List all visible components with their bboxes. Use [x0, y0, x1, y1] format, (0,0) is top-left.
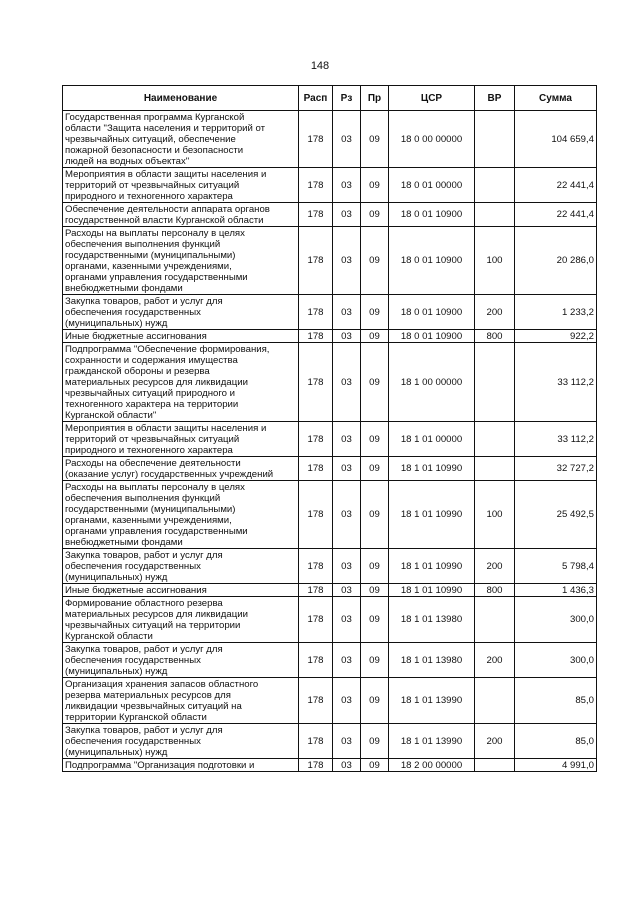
cell-vr: 200 — [475, 295, 515, 330]
cell-csr: 18 0 01 10900 — [389, 203, 475, 227]
cell-name: Расходы на выплаты персоналу в целях обеспечения выполнения функций государственными (муниципальными) органами, казенными учреждениями, органами управления государственными внебюджетными фондами — [63, 481, 299, 549]
cell-vr: 800 — [475, 330, 515, 343]
cell-name: Организация хранения запасов областного резерва материальных ресурсов для ликвидации чрезвычайных ситуаций на территории Курганской области — [63, 678, 299, 724]
cell-rasp: 178 — [299, 678, 333, 724]
cell-vr: 200 — [475, 549, 515, 584]
budget-table — [62, 85, 597, 772]
cell-csr: 18 2 00 00000 — [389, 759, 475, 772]
cell-name: Мероприятия в области защиты населения и территорий от чрезвычайных ситуаций природного и техногенного характера — [63, 422, 299, 457]
cell-rasp: 178 — [299, 227, 333, 295]
cell-pr: 09 — [361, 678, 389, 724]
cell-pr: 09 — [361, 481, 389, 549]
table-row — [63, 549, 597, 584]
cell-rasp: 178 — [299, 549, 333, 584]
cell-pr: 09 — [361, 343, 389, 422]
cell-rasp: 178 — [299, 422, 333, 457]
cell-sum: 922,2 — [515, 330, 597, 343]
cell-rasp: 178 — [299, 457, 333, 481]
cell-rasp: 178 — [299, 111, 333, 168]
cell-sum: 5 798,4 — [515, 549, 597, 584]
cell-sum: 4 991,0 — [515, 759, 597, 772]
cell-pr: 09 — [361, 643, 389, 678]
cell-pr: 09 — [361, 227, 389, 295]
cell-rz: 03 — [333, 584, 361, 597]
cell-vr: 200 — [475, 724, 515, 759]
cell-rz: 03 — [333, 549, 361, 584]
table-row — [63, 227, 597, 295]
cell-csr: 18 0 01 10900 — [389, 227, 475, 295]
cell-pr: 09 — [361, 111, 389, 168]
table-row — [63, 678, 597, 724]
table-row — [63, 330, 597, 343]
cell-vr: 100 — [475, 481, 515, 549]
cell-csr: 18 0 01 10900 — [389, 295, 475, 330]
table-row — [63, 457, 597, 481]
cell-sum: 33 112,2 — [515, 343, 597, 422]
cell-vr — [475, 678, 515, 724]
cell-vr — [475, 203, 515, 227]
cell-sum: 104 659,4 — [515, 111, 597, 168]
cell-pr: 09 — [361, 724, 389, 759]
cell-name: Мероприятия в области защиты населения и территорий от чрезвычайных ситуаций природного и техногенного характера — [63, 168, 299, 203]
cell-rz: 03 — [333, 330, 361, 343]
cell-vr — [475, 457, 515, 481]
cell-pr: 09 — [361, 330, 389, 343]
cell-csr: 18 0 01 10900 — [389, 330, 475, 343]
cell-name: Подпрограмма "Обеспечение формирования, сохранности и содержания имущества гражданской обороны и резерва материальных ресурсов для ликвидации чрезвычайных ситуаций природного и техногенного характера на территории Курганской области" — [63, 343, 299, 422]
cell-name: Расходы на обеспечение деятельности (оказание услуг) государственных учреждений — [63, 457, 299, 481]
cell-csr: 18 0 00 00000 — [389, 111, 475, 168]
cell-pr: 09 — [361, 597, 389, 643]
cell-name: Закупка товаров, работ и услуг для обеспечения государственных (муниципальных) нужд — [63, 724, 299, 759]
table-row — [63, 759, 597, 772]
cell-csr: 18 1 01 00000 — [389, 422, 475, 457]
cell-pr: 09 — [361, 549, 389, 584]
table-body — [63, 111, 597, 772]
cell-rz: 03 — [333, 481, 361, 549]
header-name: Наименование — [63, 86, 299, 111]
cell-rasp: 178 — [299, 643, 333, 678]
header-sum: Сумма — [515, 86, 597, 111]
cell-csr: 18 1 01 10990 — [389, 457, 475, 481]
table-row — [63, 111, 597, 168]
cell-vr: 200 — [475, 643, 515, 678]
cell-csr: 18 0 01 00000 — [389, 168, 475, 203]
cell-rasp: 178 — [299, 759, 333, 772]
table-row — [63, 724, 597, 759]
cell-rasp: 178 — [299, 597, 333, 643]
cell-name: Закупка товаров, работ и услуг для обеспечения государственных (муниципальных) нужд — [63, 295, 299, 330]
table-row — [63, 168, 597, 203]
cell-rz: 03 — [333, 643, 361, 678]
cell-name: Формирование областного резерва материальных ресурсов для ликвидации чрезвычайных ситуаций на территории Курганской области — [63, 597, 299, 643]
cell-rz: 03 — [333, 111, 361, 168]
cell-pr: 09 — [361, 584, 389, 597]
cell-csr: 18 1 01 10990 — [389, 549, 475, 584]
cell-csr: 18 1 01 13990 — [389, 724, 475, 759]
cell-vr: 800 — [475, 584, 515, 597]
cell-rasp: 178 — [299, 343, 333, 422]
cell-sum: 300,0 — [515, 597, 597, 643]
cell-pr: 09 — [361, 759, 389, 772]
cell-name: Закупка товаров, работ и услуг для обеспечения государственных (муниципальных) нужд — [63, 643, 299, 678]
table-row — [63, 422, 597, 457]
cell-rasp: 178 — [299, 481, 333, 549]
header-vr: ВР — [475, 86, 515, 111]
header-csr: ЦСР — [389, 86, 475, 111]
cell-sum: 22 441,4 — [515, 203, 597, 227]
cell-sum: 1 436,3 — [515, 584, 597, 597]
cell-name: Расходы на выплаты персоналу в целях обеспечения выполнения функций государственными (муниципальными) органами, казенными учреждениями, органами управления государственными внебюджетными фондами — [63, 227, 299, 295]
cell-rz: 03 — [333, 724, 361, 759]
cell-sum: 25 492,5 — [515, 481, 597, 549]
cell-pr: 09 — [361, 422, 389, 457]
header-rasp: Расп — [299, 86, 333, 111]
table-row — [63, 597, 597, 643]
cell-pr: 09 — [361, 168, 389, 203]
cell-name: Обеспечение деятельности аппарата органов государственной власти Курганской области — [63, 203, 299, 227]
cell-csr: 18 1 01 10990 — [389, 481, 475, 549]
cell-vr — [475, 111, 515, 168]
cell-sum: 85,0 — [515, 724, 597, 759]
cell-csr: 18 1 01 13980 — [389, 643, 475, 678]
cell-sum: 1 233,2 — [515, 295, 597, 330]
table-header-row — [63, 86, 597, 111]
cell-vr — [475, 422, 515, 457]
cell-rz: 03 — [333, 227, 361, 295]
table-row — [63, 343, 597, 422]
cell-name: Иные бюджетные ассигнования — [63, 330, 299, 343]
cell-rasp: 178 — [299, 584, 333, 597]
cell-sum: 33 112,2 — [515, 422, 597, 457]
cell-pr: 09 — [361, 203, 389, 227]
cell-name: Закупка товаров, работ и услуг для обеспечения государственных (муниципальных) нужд — [63, 549, 299, 584]
cell-csr: 18 1 01 13980 — [389, 597, 475, 643]
table-row — [63, 584, 597, 597]
table-row — [63, 481, 597, 549]
cell-name: Подпрограмма "Организация подготовки и — [63, 759, 299, 772]
cell-vr — [475, 597, 515, 643]
cell-rz: 03 — [333, 343, 361, 422]
cell-pr: 09 — [361, 457, 389, 481]
cell-rz: 03 — [333, 678, 361, 724]
cell-sum: 85,0 — [515, 678, 597, 724]
cell-vr: 100 — [475, 227, 515, 295]
cell-csr: 18 1 01 10990 — [389, 584, 475, 597]
cell-vr — [475, 168, 515, 203]
page-number: 148 — [310, 60, 330, 72]
cell-sum: 300,0 — [515, 643, 597, 678]
cell-rz: 03 — [333, 168, 361, 203]
header-pr: Пр — [361, 86, 389, 111]
cell-rz: 03 — [333, 759, 361, 772]
cell-sum: 32 727,2 — [515, 457, 597, 481]
header-rz: Рз — [333, 86, 361, 111]
cell-vr — [475, 759, 515, 772]
cell-vr — [475, 343, 515, 422]
cell-pr: 09 — [361, 295, 389, 330]
cell-rasp: 178 — [299, 330, 333, 343]
cell-csr: 18 1 01 13990 — [389, 678, 475, 724]
cell-rasp: 178 — [299, 203, 333, 227]
cell-rz: 03 — [333, 597, 361, 643]
cell-sum: 22 441,4 — [515, 168, 597, 203]
cell-rz: 03 — [333, 422, 361, 457]
cell-rz: 03 — [333, 203, 361, 227]
table-row — [63, 203, 597, 227]
cell-name: Иные бюджетные ассигнования — [63, 584, 299, 597]
cell-rz: 03 — [333, 295, 361, 330]
table-row — [63, 643, 597, 678]
cell-rasp: 178 — [299, 724, 333, 759]
table-row — [63, 295, 597, 330]
cell-csr: 18 1 00 00000 — [389, 343, 475, 422]
cell-rz: 03 — [333, 457, 361, 481]
cell-rasp: 178 — [299, 168, 333, 203]
cell-rasp: 178 — [299, 295, 333, 330]
cell-name: Государственная программа Курганской области "Защита населения и территорий от чрезвычайных ситуаций, обеспечение пожарной безопасности и безопасности людей на водных объектах" — [63, 111, 299, 168]
cell-sum: 20 286,0 — [515, 227, 597, 295]
